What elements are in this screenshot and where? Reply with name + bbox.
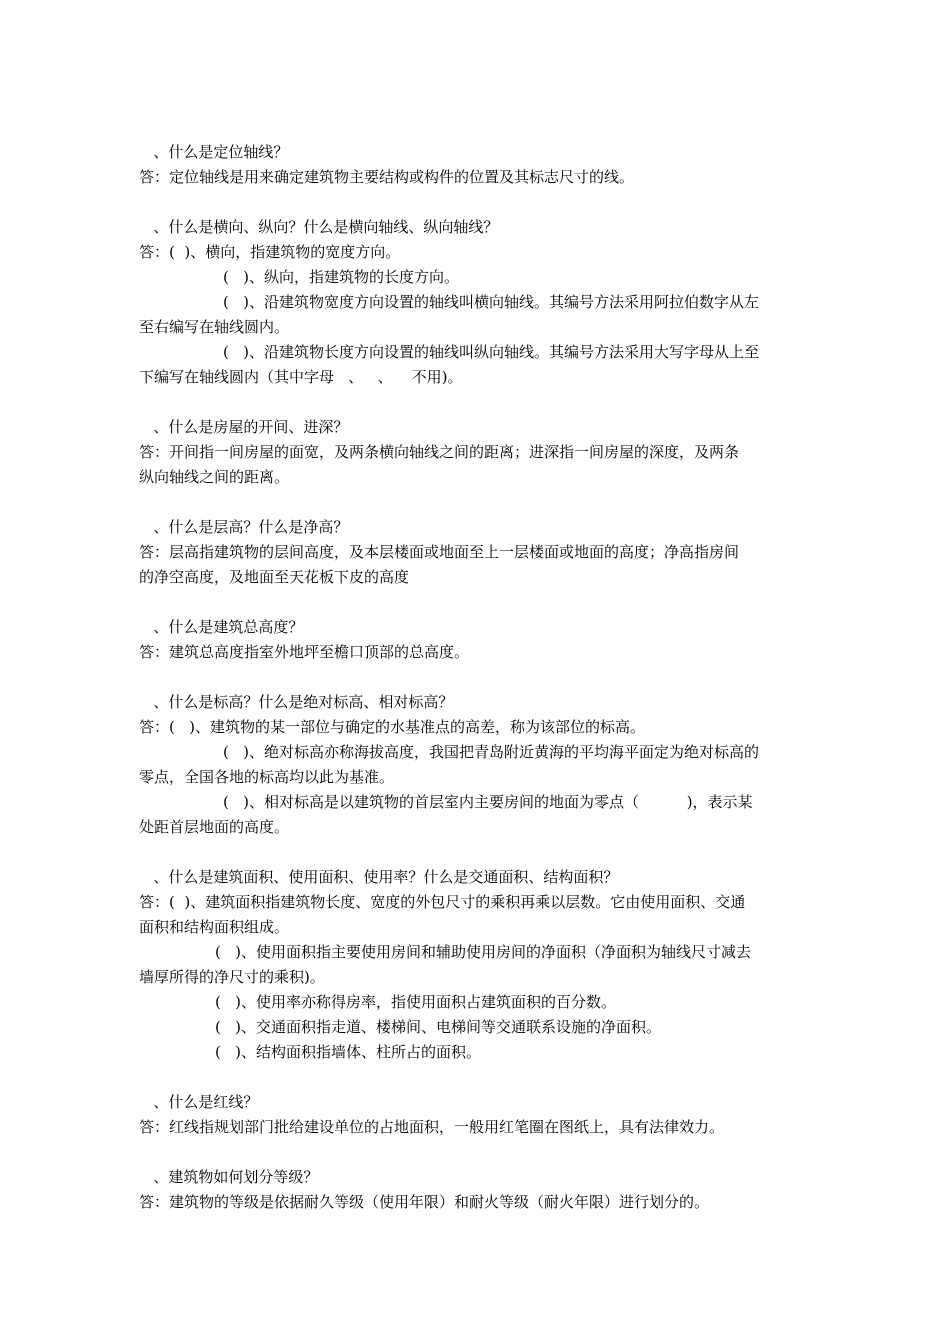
answer-line: ( )、相对标高是以建筑物的首层室内主要房间的地面为零点（ )，表示某: [223, 793, 753, 811]
answer-line: 至右编写在轴线圆内。: [139, 318, 290, 336]
answer-line: 答：红线指规划部门批给建设单位的占地面积，一般用红笔圈在图纸上，具有法律效力。: [139, 1118, 725, 1136]
question-line: 、什么是房屋的开间、进深？: [139, 418, 349, 436]
answer-line: ( )、绝对标高亦称海拔高度，我国把青岛附近黄海的平均海平面定为绝对标高的: [223, 743, 760, 761]
question-line: 、建筑物如何划分等级？: [139, 1168, 319, 1186]
qa-block: [139, 140, 814, 190]
qa-block: [139, 865, 814, 1065]
qa-block: [139, 215, 814, 390]
question-line: 、什么是建筑总高度？: [139, 618, 304, 636]
answer-line: 答：开间指一间房屋的面宽，及两条横向轴线之间的距离；进深指一间房屋的深度，及两条: [139, 443, 740, 461]
answer-line: 答：层高指建筑物的层间高度，及本层楼面或地面至上一层楼面或地面的高度；净高指房间: [139, 543, 740, 561]
qa-block: [139, 415, 814, 490]
answer-line: ( )、使用率亦称得房率，指使用面积占建筑面积的百分数。: [215, 993, 617, 1011]
answer-line: 答：( )、建筑面积指建筑物长度、宽度的外包尺寸的乘积再乘以层数。它由使用面积、交通: [139, 893, 746, 911]
qa-block: [139, 690, 814, 840]
qa-block: [139, 1165, 814, 1215]
qa-block: [139, 1090, 814, 1140]
answer-line: 墙厚所得的净尺寸的乘积)。: [139, 968, 325, 986]
answer-line: ( )、沿建筑物长度方向设置的轴线叫纵向轴线。其编号方法采用大写字母从上至: [223, 343, 760, 361]
answer-line: ( )、使用面积指主要使用房间和辅助使用房间的净面积（净面积为轴线尺寸减去: [215, 943, 752, 961]
answer-line: 答：定位轴线是用来确定建筑物主要结构或构件的位置及其标志尺寸的线。: [139, 168, 635, 186]
answer-line: ( )、结构面积指墙体、柱所占的面积。: [215, 1043, 482, 1061]
answer-line: 面积和结构面积组成。: [139, 918, 290, 936]
answer-line: 零点，全国各地的标高均以此为基准。: [139, 768, 395, 786]
answer-line: 答：( )、建筑物的某一部位与确定的水基准点的高差，称为该部位的标高。: [139, 718, 646, 736]
qa-block: [139, 515, 814, 590]
answer-line: ( )、交通面积指走道、楼梯间、电梯间等交通联系设施的净面积。: [215, 1018, 662, 1036]
answer-line: ( )、沿建筑物宽度方向设置的轴线叫横向轴线。其编号方法采用阿拉伯数字从左: [223, 293, 760, 311]
answer-line: 下编写在轴线圆内（其中字母 、 、 不用)。: [139, 368, 463, 386]
answer-line: 答：建筑总高度指室外地坪至檐口顶部的总高度。: [139, 643, 470, 661]
answer-line: 答：建筑物的等级是依据耐久等级（使用年限）和耐火等级（耐火年限）进行划分的。: [139, 1193, 710, 1211]
answer-line: 处距首层地面的高度。: [139, 818, 290, 836]
answer-line: ( )、纵向，指建筑物的长度方向。: [223, 268, 460, 286]
question-line: 、什么是定位轴线？: [139, 143, 289, 161]
question-line: 、什么是横向、纵向？什么是横向轴线、纵向轴线？: [139, 218, 499, 236]
question-line: 、什么是标高？什么是绝对标高、相对标高？: [139, 693, 454, 711]
qa-block: [139, 615, 814, 665]
answer-line: 的净空高度，及地面至天花板下皮的高度: [139, 568, 410, 586]
question-line: 、什么是红线？: [139, 1093, 259, 1111]
answer-line: 答：( )、横向，指建筑物的宽度方向。: [139, 243, 401, 261]
document-page: [139, 140, 814, 1240]
question-line: 、什么是层高？什么是净高？: [139, 518, 349, 536]
answer-line: 纵向轴线之间的距离。: [139, 468, 290, 486]
question-line: 、什么是建筑面积、使用面积、使用率？什么是交通面积、结构面积？: [139, 868, 619, 886]
